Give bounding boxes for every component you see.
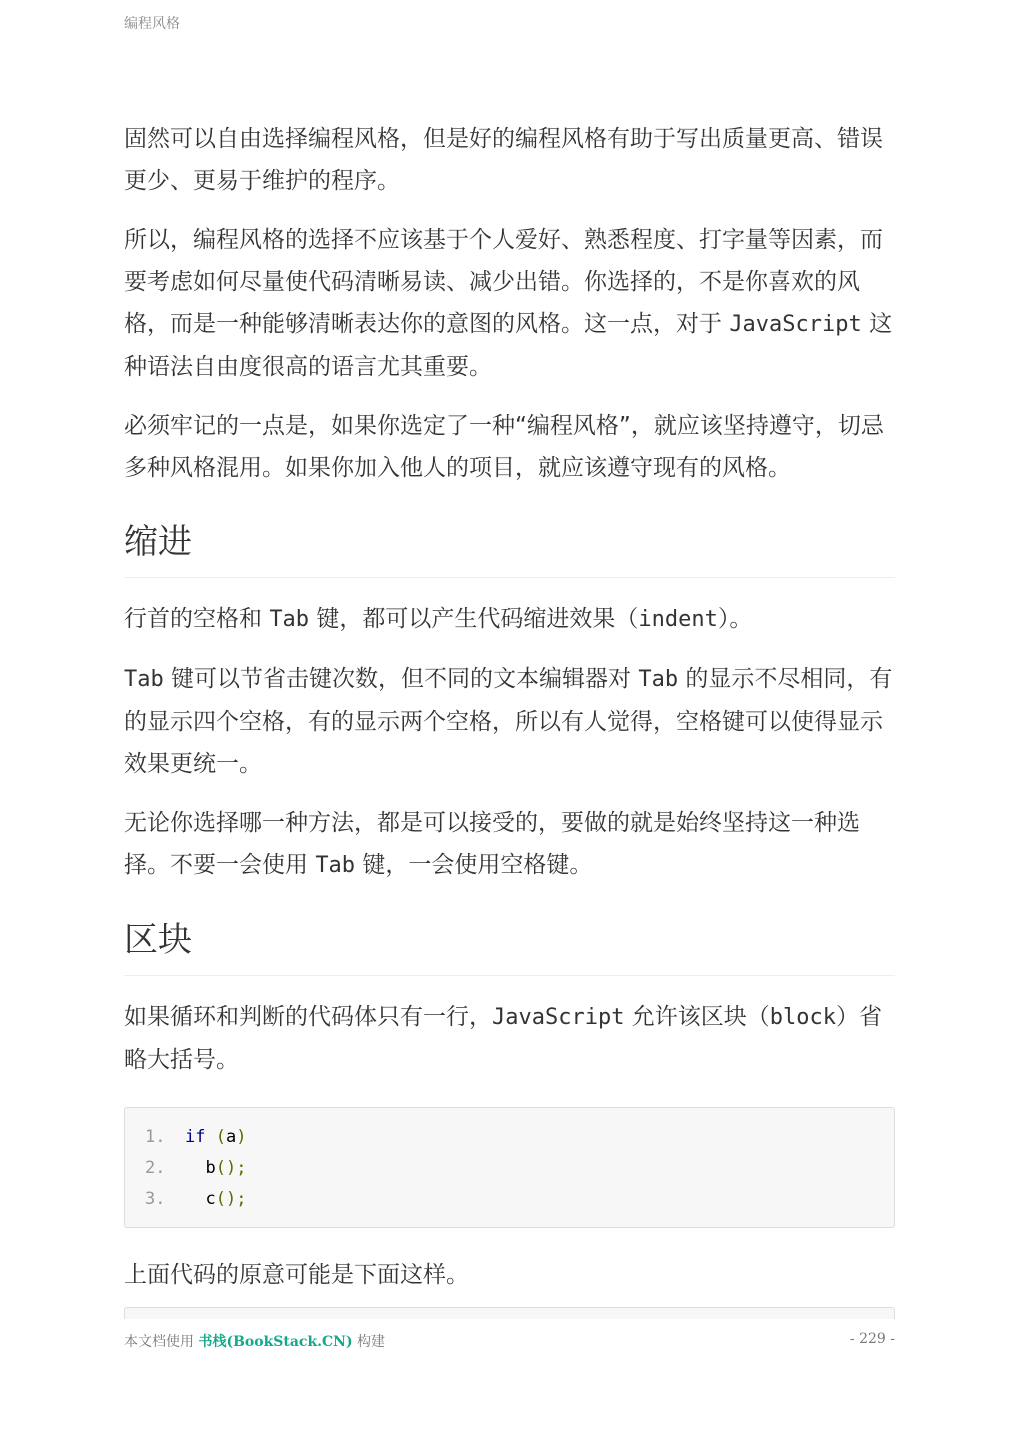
paragraph-block-intro (124, 996, 895, 1081)
bookstack-link[interactable]: 书栈(BookStack.CN) (198, 1334, 353, 1350)
line-number: 1. (145, 1127, 166, 1147)
paragraph-choice (124, 219, 895, 388)
text: 键，一会使用空格键。 (355, 852, 593, 878)
line-number: 3. (145, 1189, 166, 1209)
text: 键，都可以产生代码缩进效果（ (309, 606, 639, 632)
main-content (124, 118, 895, 1313)
text: 这种语法自由度很高的语言尤其重要。 (124, 311, 893, 380)
section-heading-indent: 缩进 (124, 521, 895, 578)
code-identifier: c (205, 1189, 216, 1209)
running-header: 编程风格 (124, 16, 180, 32)
code-punctuation: (); (215, 1158, 247, 1178)
paragraph-indent-intro (124, 598, 895, 641)
inline-code: Tab (269, 607, 310, 632)
code-line (145, 1153, 874, 1184)
text: 行首的空格和 (124, 606, 270, 632)
text: 的显示不尽相同，有的显示四个空格，有的显示两个空格，所以有人觉得，空格键可以使得显示效果更统一。 (124, 666, 893, 777)
code-punctuation: ) (236, 1127, 247, 1147)
footer-prefix: 本文档使用 (124, 1334, 199, 1350)
code-block (124, 1107, 895, 1228)
code-punctuation: ( (205, 1127, 226, 1147)
code-punctuation: (); (215, 1189, 247, 1209)
line-number: 2. (145, 1158, 166, 1178)
section-heading-block: 区块 (124, 919, 895, 976)
text: ）。 (717, 606, 753, 632)
code-line (145, 1184, 874, 1215)
footer-credit (124, 1331, 385, 1351)
inline-code: Tab (315, 853, 356, 878)
footer-suffix: 构建 (352, 1334, 386, 1350)
inline-code: JavaScript (729, 312, 862, 337)
page-number: - 229 - (849, 1331, 895, 1347)
paragraph-tab-vs-space (124, 658, 895, 785)
code-identifier: b (205, 1158, 216, 1178)
text: 如果循环和判断的代码体只有一行， (124, 1004, 492, 1030)
inline-code: Tab (124, 667, 164, 692)
code-line (145, 1122, 874, 1153)
code-indent (185, 1158, 205, 1178)
text: 所以，编程风格的选择不应该基于个人爱好、熟悉程度、打字量等因素，而要考虑如何尽量使代码清晰易读、减少出错。你选择的，不是你喜欢的风格，而是一种能够清晰表达你的意图的风格。这一点，对于 (124, 227, 883, 337)
text: 无论你选择哪一种方法，都是可以接受的，要做的就是始终坚持这一种选择。不要一会使用 (124, 810, 860, 878)
text: 键可以节省击键次数，但不同的文本编辑器对 (163, 666, 639, 692)
paragraph-consistency: 必须牢记的一点是，如果你选定了一种“编程风格”，就应该坚持遵守，切忌多种风格混用。如果你加入他人的项目，就应该遵守现有的风格。 (124, 413, 884, 481)
inline-code: Tab (638, 667, 679, 692)
paragraph-indent-choice (124, 802, 895, 887)
code-keyword: if (185, 1127, 206, 1147)
inline-code: JavaScript (492, 1005, 625, 1030)
code-identifier: a (225, 1127, 237, 1147)
inline-code: indent (638, 607, 718, 632)
text: ）省略大括号。 (124, 1004, 882, 1073)
inline-code: block (769, 1005, 836, 1030)
code-indent (185, 1189, 205, 1209)
paragraph-intro: 固然可以自由选择编程风格，但是好的编程风格有助于写出质量更高、错误更少、更易于维护的程序。 (124, 126, 883, 194)
text: 允许该区块（ (624, 1004, 770, 1030)
paragraph-original-intent: 上面代码的原意可能是下面这样。 (124, 1262, 469, 1288)
